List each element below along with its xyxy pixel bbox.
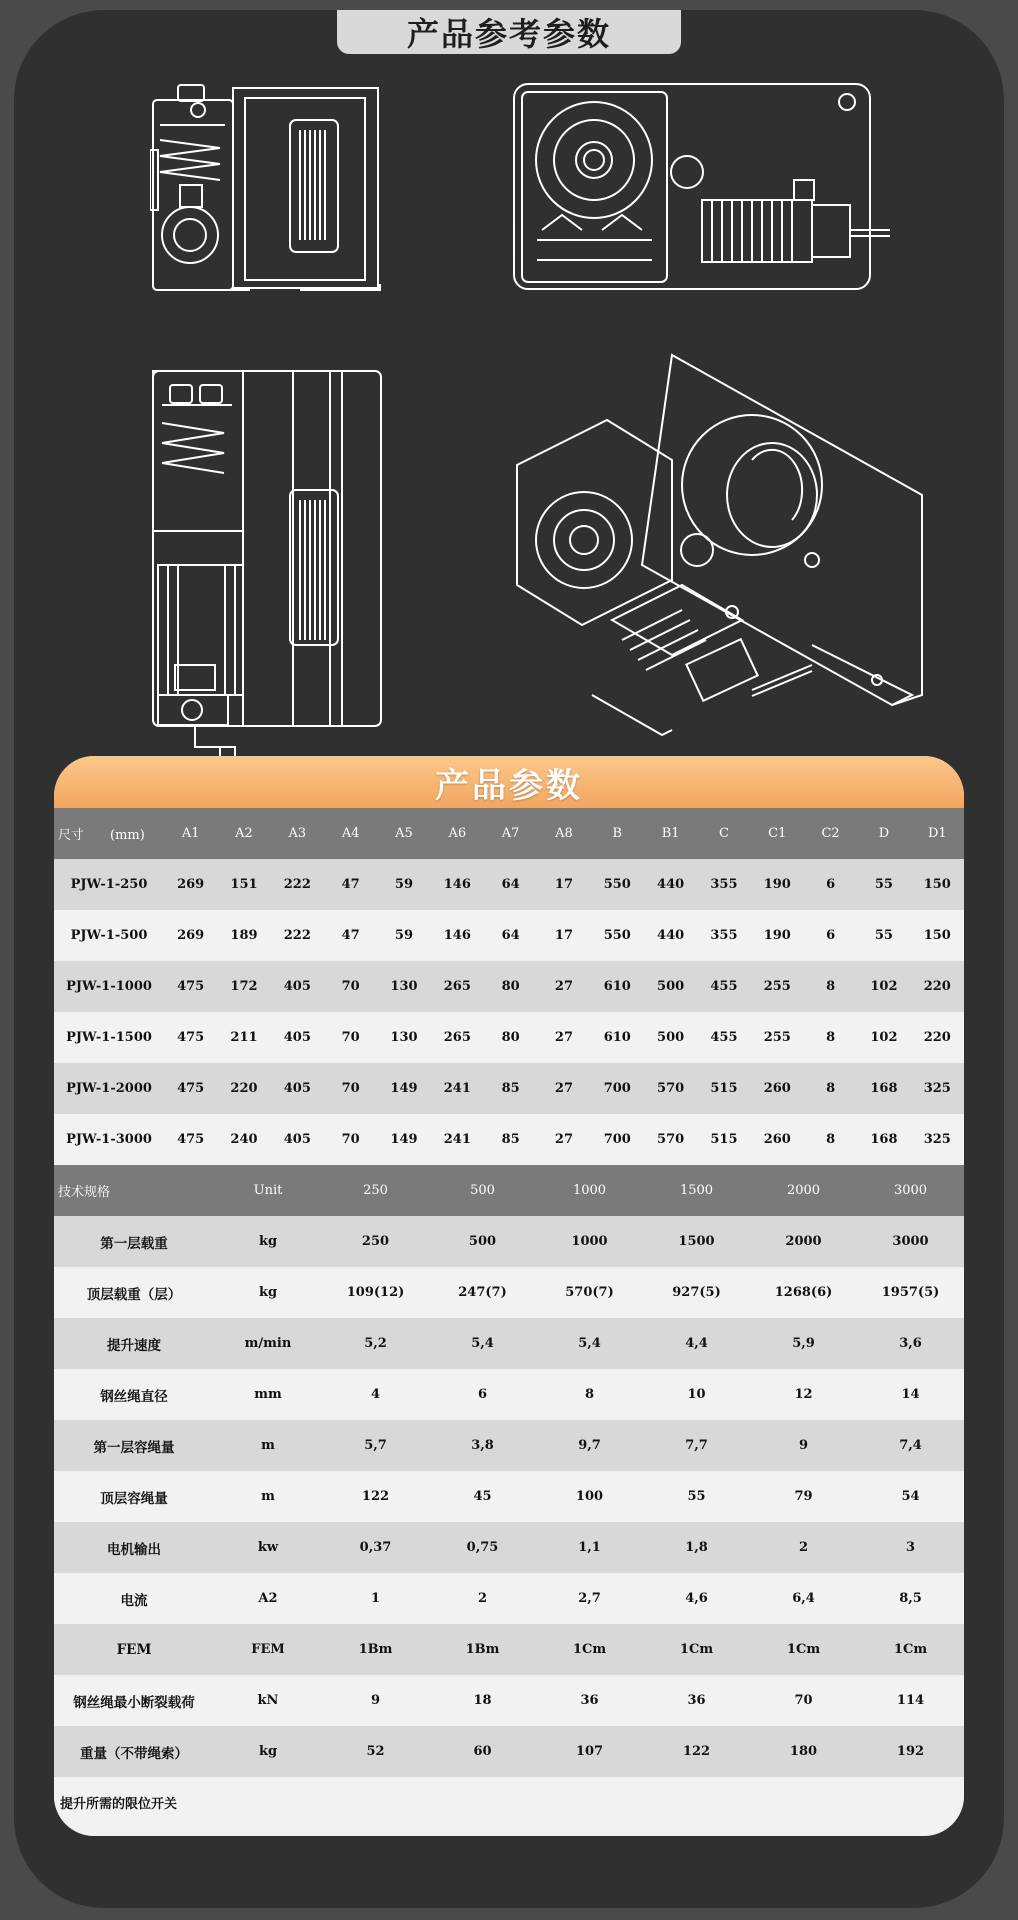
table-cell: 79 bbox=[750, 1471, 857, 1522]
row-label: 第一层容绳量 bbox=[54, 1420, 214, 1471]
row-label: 重量（不带绳索） bbox=[54, 1726, 214, 1777]
table-cell: m bbox=[214, 1471, 322, 1522]
table-row bbox=[54, 1471, 964, 1522]
page-title-tab bbox=[337, 10, 681, 54]
table-cell: 70 bbox=[324, 1012, 377, 1063]
table-row bbox=[54, 1267, 964, 1318]
table-row bbox=[54, 1216, 964, 1267]
specs-header-cell: 250 bbox=[322, 1165, 429, 1216]
specifications-footer-row bbox=[54, 1777, 964, 1828]
table-cell: 3000 bbox=[857, 1216, 964, 1267]
dimensions-header-cell: A1 bbox=[164, 808, 217, 859]
table-cell: 570 bbox=[644, 1114, 697, 1165]
table-cell: 4,6 bbox=[643, 1573, 750, 1624]
table-cell: 190 bbox=[751, 859, 804, 910]
table-cell: 265 bbox=[431, 961, 484, 1012]
specs-header-cell: 500 bbox=[429, 1165, 536, 1216]
table-cell: 220 bbox=[911, 961, 964, 1012]
table-cell: 220 bbox=[911, 1012, 964, 1063]
dimensions-header-cell: C2 bbox=[804, 808, 857, 859]
table-row bbox=[54, 1369, 964, 1420]
table-cell: 610 bbox=[591, 961, 644, 1012]
row-label: FEM bbox=[54, 1624, 214, 1675]
table-row bbox=[54, 1063, 964, 1114]
table-cell: 2 bbox=[750, 1522, 857, 1573]
table-cell: 440 bbox=[644, 910, 697, 961]
table-cell: 240 bbox=[217, 1114, 270, 1165]
table-cell: 4 bbox=[322, 1369, 429, 1420]
dimensions-header-cell: A5 bbox=[377, 808, 430, 859]
table-row bbox=[54, 1675, 964, 1726]
table-cell: 180 bbox=[750, 1726, 857, 1777]
table-cell: FEM bbox=[214, 1624, 322, 1675]
table-cell: 570 bbox=[644, 1063, 697, 1114]
table-cell: 122 bbox=[322, 1471, 429, 1522]
dimensions-header-cell: C bbox=[697, 808, 750, 859]
table-cell: 440 bbox=[644, 859, 697, 910]
table-cell: 325 bbox=[911, 1114, 964, 1165]
dimensions-header-cell: A7 bbox=[484, 808, 537, 859]
dimensions-header-cell: C1 bbox=[751, 808, 804, 859]
table-cell: 102 bbox=[857, 1012, 910, 1063]
table-cell: 8 bbox=[804, 1063, 857, 1114]
table-cell: 325 bbox=[911, 1063, 964, 1114]
table-cell: 1500 bbox=[643, 1216, 750, 1267]
table-cell: 18 bbox=[429, 1675, 536, 1726]
table-row bbox=[54, 1522, 964, 1573]
table-cell: 250 bbox=[322, 1216, 429, 1267]
table-cell: kg bbox=[214, 1267, 322, 1318]
table-cell: 70 bbox=[324, 1063, 377, 1114]
table-cell: 241 bbox=[431, 1114, 484, 1165]
table-cell: 1 bbox=[322, 1573, 429, 1624]
table-cell: 27 bbox=[537, 1063, 590, 1114]
isometric-view-drawing bbox=[512, 350, 932, 750]
dimensions-header-cell: B1 bbox=[644, 808, 697, 859]
row-label: 顶层载重（层） bbox=[54, 1267, 214, 1318]
table-cell: 570(7) bbox=[536, 1267, 643, 1318]
table-cell: 8 bbox=[804, 1012, 857, 1063]
row-label: PJW-1-500 bbox=[54, 910, 164, 961]
table-cell: mm bbox=[214, 1369, 322, 1420]
table-cell: 168 bbox=[857, 1063, 910, 1114]
table-cell: 2,7 bbox=[536, 1573, 643, 1624]
table-cell: 610 bbox=[591, 1012, 644, 1063]
table-cell: 1000 bbox=[536, 1216, 643, 1267]
table-cell: 1,8 bbox=[643, 1522, 750, 1573]
table-row bbox=[54, 1573, 964, 1624]
table-cell: 109(12) bbox=[322, 1267, 429, 1318]
row-label: PJW-1-1000 bbox=[54, 961, 164, 1012]
table-row bbox=[54, 1318, 964, 1369]
table-cell: 2 bbox=[429, 1573, 536, 1624]
table-cell: 1,1 bbox=[536, 1522, 643, 1573]
row-label: PJW-1-1500 bbox=[54, 1012, 164, 1063]
table-cell: 107 bbox=[536, 1726, 643, 1777]
table-cell: 130 bbox=[377, 961, 430, 1012]
table-cell: 17 bbox=[537, 910, 590, 961]
table-cell: 14 bbox=[857, 1369, 964, 1420]
table-cell: 122 bbox=[643, 1726, 750, 1777]
table-cell: 190 bbox=[751, 910, 804, 961]
table-cell: 5,4 bbox=[429, 1318, 536, 1369]
table-cell: 146 bbox=[431, 859, 484, 910]
specifications-header-row bbox=[54, 1165, 964, 1216]
table-cell: 211 bbox=[217, 1012, 270, 1063]
table-row bbox=[54, 1624, 964, 1675]
table-cell: 70 bbox=[750, 1675, 857, 1726]
table-cell: 255 bbox=[751, 1012, 804, 1063]
table-cell: 355 bbox=[697, 910, 750, 961]
table-cell: 220 bbox=[217, 1063, 270, 1114]
table-cell: 9 bbox=[750, 1420, 857, 1471]
table-cell: 85 bbox=[484, 1063, 537, 1114]
table-cell: 52 bbox=[322, 1726, 429, 1777]
table-cell: 54 bbox=[857, 1471, 964, 1522]
table-cell: 189 bbox=[217, 910, 270, 961]
table-cell: 60 bbox=[429, 1726, 536, 1777]
specs-header-cell: 1000 bbox=[536, 1165, 643, 1216]
row-label: 提升速度 bbox=[54, 1318, 214, 1369]
dimensions-header-cell: A8 bbox=[537, 808, 590, 859]
top-view-drawing bbox=[150, 365, 385, 765]
table-cell: 47 bbox=[324, 859, 377, 910]
table-cell: 149 bbox=[377, 1114, 430, 1165]
dimensions-header-cell: D1 bbox=[911, 808, 964, 859]
table-cell: 265 bbox=[431, 1012, 484, 1063]
product-parameters-card bbox=[54, 756, 964, 1836]
section-header bbox=[54, 756, 964, 808]
dimensions-table bbox=[54, 808, 964, 1165]
table-cell: 475 bbox=[164, 961, 217, 1012]
table-cell: 1Bm bbox=[322, 1624, 429, 1675]
table-cell: 130 bbox=[377, 1012, 430, 1063]
table-cell: 1Bm bbox=[429, 1624, 536, 1675]
table-cell: 247(7) bbox=[429, 1267, 536, 1318]
table-cell: A2 bbox=[214, 1573, 322, 1624]
table-cell: 0,75 bbox=[429, 1522, 536, 1573]
dimensions-header-cell: A3 bbox=[271, 808, 324, 859]
specifications-table bbox=[54, 1165, 964, 1828]
table-cell: 45 bbox=[429, 1471, 536, 1522]
table-cell: 6 bbox=[804, 910, 857, 961]
table-cell: 17 bbox=[537, 859, 590, 910]
table-cell: 8,5 bbox=[857, 1573, 964, 1624]
table-cell: 64 bbox=[484, 910, 537, 961]
table-cell: 5,7 bbox=[322, 1420, 429, 1471]
row-label: 钢丝绳最小断裂载荷 bbox=[54, 1675, 214, 1726]
table-cell: 515 bbox=[697, 1063, 750, 1114]
row-label: PJW-1-3000 bbox=[54, 1114, 164, 1165]
table-cell: 260 bbox=[751, 1063, 804, 1114]
table-cell: 12 bbox=[750, 1369, 857, 1420]
table-cell: 475 bbox=[164, 1063, 217, 1114]
dimensions-header-cell: B bbox=[591, 808, 644, 859]
table-cell: 4,4 bbox=[643, 1318, 750, 1369]
table-cell: 222 bbox=[271, 859, 324, 910]
table-cell: 149 bbox=[377, 1063, 430, 1114]
table-cell: 55 bbox=[857, 910, 910, 961]
table-cell: 3 bbox=[857, 1522, 964, 1573]
table-cell: 172 bbox=[217, 961, 270, 1012]
table-cell: 500 bbox=[644, 961, 697, 1012]
table-cell: 550 bbox=[591, 910, 644, 961]
table-cell: kN bbox=[214, 1675, 322, 1726]
specs-header-cell: 2000 bbox=[750, 1165, 857, 1216]
table-cell: m bbox=[214, 1420, 322, 1471]
table-cell: 515 bbox=[697, 1114, 750, 1165]
table-cell: 1957(5) bbox=[857, 1267, 964, 1318]
table-cell: 3,8 bbox=[429, 1420, 536, 1471]
table-cell: 700 bbox=[591, 1063, 644, 1114]
dimensions-header-cell: A6 bbox=[431, 808, 484, 859]
table-cell: 550 bbox=[591, 859, 644, 910]
row-label: 电机输出 bbox=[54, 1522, 214, 1573]
table-cell: 55 bbox=[857, 859, 910, 910]
table-cell: 7,7 bbox=[643, 1420, 750, 1471]
table-cell: 151 bbox=[217, 859, 270, 910]
table-cell: 59 bbox=[377, 910, 430, 961]
table-cell: 5,4 bbox=[536, 1318, 643, 1369]
table-cell: 269 bbox=[164, 910, 217, 961]
table-cell: m/min bbox=[214, 1318, 322, 1369]
specs-header-cell: 技术规格 bbox=[54, 1165, 214, 1216]
side-view-drawing bbox=[150, 80, 385, 295]
table-cell: 80 bbox=[484, 961, 537, 1012]
table-cell: 47 bbox=[324, 910, 377, 961]
front-view-drawing bbox=[512, 80, 912, 295]
table-cell: 64 bbox=[484, 859, 537, 910]
table-cell: 8 bbox=[804, 961, 857, 1012]
table-cell: 36 bbox=[536, 1675, 643, 1726]
table-cell: 405 bbox=[271, 1012, 324, 1063]
table-cell: 1Cm bbox=[643, 1624, 750, 1675]
dimensions-header-cell: D bbox=[857, 808, 910, 859]
table-cell: 6,4 bbox=[750, 1573, 857, 1624]
dimensions-header-row bbox=[54, 808, 964, 859]
table-row bbox=[54, 961, 964, 1012]
table-cell: 27 bbox=[537, 1114, 590, 1165]
table-cell: 100 bbox=[536, 1471, 643, 1522]
row-label: 电流 bbox=[54, 1573, 214, 1624]
table-cell: 2000 bbox=[750, 1216, 857, 1267]
table-cell: 1Cm bbox=[750, 1624, 857, 1675]
dimensions-header-cell: A4 bbox=[324, 808, 377, 859]
table-cell: 5,9 bbox=[750, 1318, 857, 1369]
table-cell: 168 bbox=[857, 1114, 910, 1165]
table-cell: 700 bbox=[591, 1114, 644, 1165]
table-cell: 9 bbox=[322, 1675, 429, 1726]
specs-header-cell: 3000 bbox=[857, 1165, 964, 1216]
table-cell: 405 bbox=[271, 1063, 324, 1114]
row-label: PJW-1-2000 bbox=[54, 1063, 164, 1114]
table-cell: 55 bbox=[643, 1471, 750, 1522]
table-cell: 355 bbox=[697, 859, 750, 910]
table-cell: 36 bbox=[643, 1675, 750, 1726]
table-cell: 1Cm bbox=[857, 1624, 964, 1675]
table-cell: 70 bbox=[324, 961, 377, 1012]
table-cell: 0,37 bbox=[322, 1522, 429, 1573]
table-cell: kg bbox=[214, 1216, 322, 1267]
table-row bbox=[54, 1114, 964, 1165]
table-cell: 455 bbox=[697, 1012, 750, 1063]
limit-switch-note: 提升所需的限位开关 bbox=[54, 1777, 964, 1828]
table-cell: 9,7 bbox=[536, 1420, 643, 1471]
specs-header-cell: 1500 bbox=[643, 1165, 750, 1216]
table-cell: 222 bbox=[271, 910, 324, 961]
table-cell: 405 bbox=[271, 1114, 324, 1165]
table-cell: 500 bbox=[429, 1216, 536, 1267]
table-cell: 150 bbox=[911, 859, 964, 910]
table-cell: 1Cm bbox=[536, 1624, 643, 1675]
table-cell: 146 bbox=[431, 910, 484, 961]
table-cell: 8 bbox=[536, 1369, 643, 1420]
table-cell: 241 bbox=[431, 1063, 484, 1114]
table-cell: 192 bbox=[857, 1726, 964, 1777]
table-cell: 255 bbox=[751, 961, 804, 1012]
page-title: 产品参考参数 bbox=[406, 15, 611, 53]
row-label: 顶层容绳量 bbox=[54, 1471, 214, 1522]
dimensions-header-cell: 尺寸 (mm) bbox=[54, 808, 164, 859]
table-cell: 1268(6) bbox=[750, 1267, 857, 1318]
table-cell: 260 bbox=[751, 1114, 804, 1165]
table-cell: 6 bbox=[429, 1369, 536, 1420]
table-cell: 500 bbox=[644, 1012, 697, 1063]
row-label: 第一层载重 bbox=[54, 1216, 214, 1267]
row-label: 钢丝绳直径 bbox=[54, 1369, 214, 1420]
table-cell: 27 bbox=[537, 961, 590, 1012]
table-row bbox=[54, 1420, 964, 1471]
table-cell: 114 bbox=[857, 1675, 964, 1726]
table-cell: 6 bbox=[804, 859, 857, 910]
table-cell: 7,4 bbox=[857, 1420, 964, 1471]
table-cell: 455 bbox=[697, 961, 750, 1012]
table-cell: 8 bbox=[804, 1114, 857, 1165]
row-label: PJW-1-250 bbox=[54, 859, 164, 910]
table-cell: 85 bbox=[484, 1114, 537, 1165]
table-row bbox=[54, 1726, 964, 1777]
table-cell: 927(5) bbox=[643, 1267, 750, 1318]
table-cell: kg bbox=[214, 1726, 322, 1777]
section-title: 产品参数 bbox=[435, 765, 583, 806]
table-cell: 150 bbox=[911, 910, 964, 961]
table-cell: 27 bbox=[537, 1012, 590, 1063]
table-cell: kw bbox=[214, 1522, 322, 1573]
table-cell: 269 bbox=[164, 859, 217, 910]
table-row bbox=[54, 910, 964, 961]
table-cell: 3,6 bbox=[857, 1318, 964, 1369]
specs-header-cell: Unit bbox=[214, 1165, 322, 1216]
table-cell: 475 bbox=[164, 1114, 217, 1165]
table-cell: 102 bbox=[857, 961, 910, 1012]
table-row bbox=[54, 1012, 964, 1063]
table-cell: 80 bbox=[484, 1012, 537, 1063]
table-row bbox=[54, 859, 964, 910]
table-cell: 5,2 bbox=[322, 1318, 429, 1369]
table-cell: 10 bbox=[643, 1369, 750, 1420]
dimensions-header-cell: A2 bbox=[217, 808, 270, 859]
table-cell: 475 bbox=[164, 1012, 217, 1063]
table-cell: 405 bbox=[271, 961, 324, 1012]
table-cell: 70 bbox=[324, 1114, 377, 1165]
table-cell: 59 bbox=[377, 859, 430, 910]
